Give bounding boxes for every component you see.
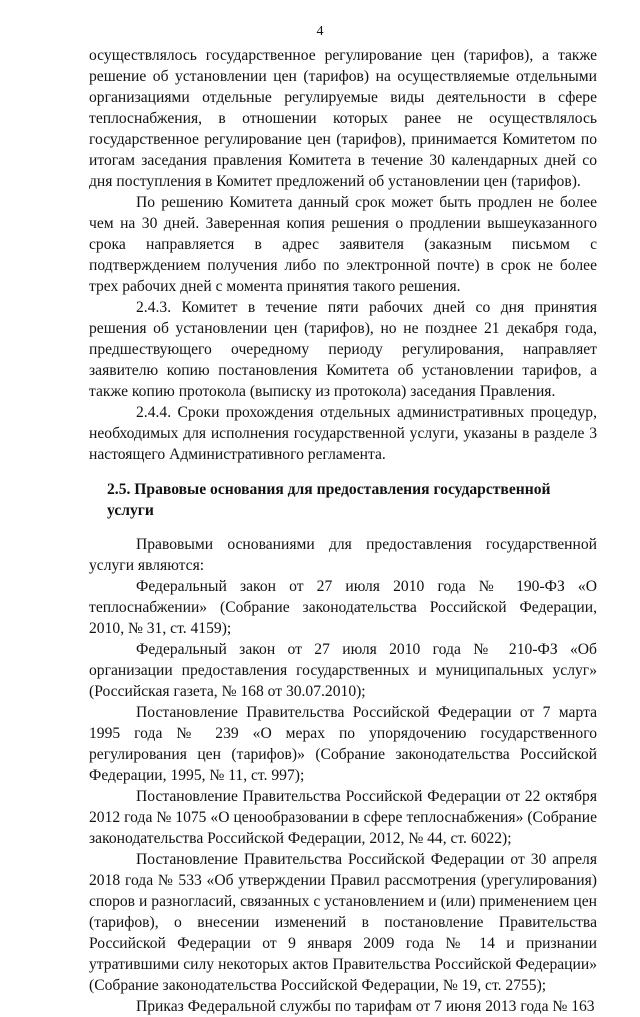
document-body: [89, 45, 597, 1017]
legal-basis-item: Приказ Федеральной службы по тарифам от 7 июня 2013 года № 163: [136, 998, 595, 1015]
legal-basis-item: Постановление Правительства Российской Федерации от 22 октября 2012 года № 1075 «О ценообразовании в сфере теплоснабжения» (Собрание законодательства Российской Федерации, 2012, № 44, ст. 6022);: [89, 788, 597, 847]
paragraph-2-4-4: 2.4.4. Сроки прохождения отдельных административных процедур, необходимых для исполнения государственной услуги, указаны в разделе 3 настоящего Административного регламента.: [89, 404, 597, 463]
paragraph-continuation: осуществлялось государственное регулирование цен (тарифов), а также решение об установлении цен (тарифов) на осуществляемые отдельными организациями отдельные регулируемые виды деятельности в сфере теплоснабжения, в отношении которых ранее не осуществлялось государственное регулирование цен (тарифов), принимается Комитетом по итогам заседания правления Комитета в течение 30 календарных дней со дня поступления в Комитет предложений об установлении цен (тарифов).: [89, 47, 597, 190]
paragraph-2-4-3: 2.4.3. Комитет в течение пяти рабочих дней со дня принятия решения об установлении цен (тарифов), но не позднее 21 декабря года, предшествующего очередному периоду регулирования, направляет заявителю копию постановления Комитета об установлении тарифов, а также копию протокола (выписку из протокола) заседания Правления.: [89, 299, 597, 400]
legal-basis-item: Постановление Правительства Российской Федерации от 7 марта 1995 года № 239 «О мерах по упорядочению государственного регулирования цен (тарифов)» (Собрание законодательства Российской Федерации, 1995, № 11, ст. 997);: [89, 704, 597, 784]
section-intro: Правовыми основаниями для предоставления государственной услуги являются:: [89, 536, 597, 574]
legal-basis-item: Федеральный закон от 27 июля 2010 года № 210-ФЗ «Об организации предоставления государственных и муниципальных услуг» (Российская газета, № 168 от 30.07.2010);: [89, 641, 597, 700]
legal-basis-item: Постановление Правительства Российской Федерации от 30 апреля 2018 года № 533 «Об утверждении Правил рассмотрения (урегулирования) споров и разногласий, связанных с установлением и (или) применением цен (тарифов), о внесении изменений в постановление Правительства Российской Федерации от 9 января 2009 года № 14 и признании утратившими силу некоторых актов Правительства Российской Федерации» (Собрание законодательства Российской Федерации, № 19, ст. 2755);: [89, 851, 597, 994]
page-number: 4: [316, 24, 324, 39]
section-heading: 2.5. Правовые основания для предоставления государственной услуги: [107, 481, 551, 519]
paragraph-extension: По решению Комитета данный срок может быть продлен не более чем на 30 дней. Заверенная копия решения о продлении вышеуказанного срока направляется в адрес заявителя (заказным письмом с подтверждением получения либо по электронной почте) в срок не более трех рабочих дней с момента принятия такого решения.: [89, 194, 597, 295]
legal-basis-item: Федеральный закон от 27 июля 2010 года № 190-ФЗ «О теплоснабжении» (Собрание законодательства Российской Федерации, 2010, № 31, ст. 4159);: [89, 578, 597, 637]
